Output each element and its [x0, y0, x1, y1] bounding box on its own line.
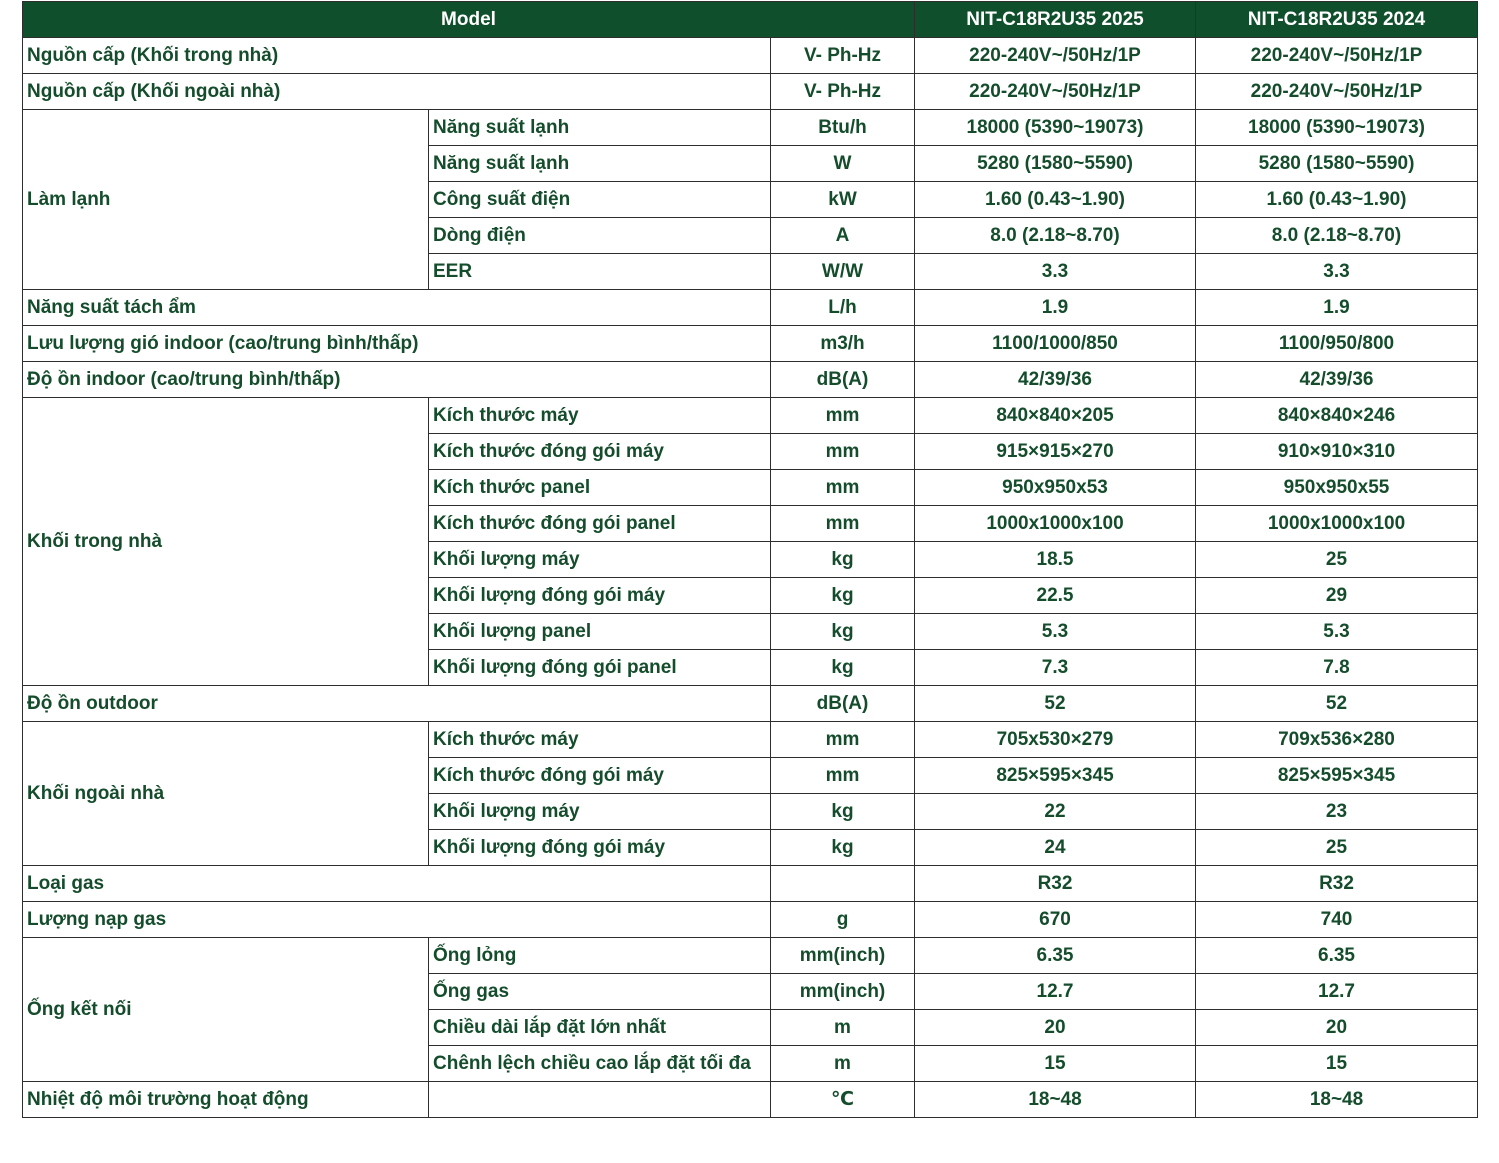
value-2024: 825×595×345 [1196, 758, 1478, 794]
sub-label [429, 1082, 771, 1118]
unit-cell: kg [771, 650, 915, 686]
unit-cell: kg [771, 578, 915, 614]
table-row [23, 866, 1478, 902]
spec-table-container [22, 1, 1477, 1118]
row-label: Nguồn cấp (Khối trong nhà) [23, 38, 771, 74]
value-2024: 950x950x55 [1196, 470, 1478, 506]
unit-cell: mm [771, 722, 915, 758]
table-row [23, 938, 1478, 974]
unit-cell: dB(A) [771, 362, 915, 398]
table-row [23, 902, 1478, 938]
value-2024: R32 [1196, 866, 1478, 902]
value-2024: 23 [1196, 794, 1478, 830]
value-2025: 5.3 [915, 614, 1196, 650]
unit-cell: L/h [771, 290, 915, 326]
value-2024: 18~48 [1196, 1082, 1478, 1118]
value-2024: 1.60 (0.43~1.90) [1196, 182, 1478, 218]
value-2025: 52 [915, 686, 1196, 722]
unit-cell: kg [771, 794, 915, 830]
row-label: Năng suất tách ẩm [23, 290, 771, 326]
group-label: Ống kết nối [23, 938, 429, 1082]
sub-label: Kích thước đóng gói máy [429, 758, 771, 794]
sub-label: Kích thước panel [429, 470, 771, 506]
value-2025: 825×595×345 [915, 758, 1196, 794]
sub-label: Khối lượng máy [429, 794, 771, 830]
unit-cell: Btu/h [771, 110, 915, 146]
table-header-row [23, 2, 1478, 38]
value-2025: 24 [915, 830, 1196, 866]
sub-label: Công suất điện [429, 182, 771, 218]
value-2025: 5280 (1580~5590) [915, 146, 1196, 182]
value-2024: 220-240V~/50Hz/1P [1196, 74, 1478, 110]
unit-cell: m [771, 1046, 915, 1082]
unit-cell: dB(A) [771, 686, 915, 722]
value-2025: 3.3 [915, 254, 1196, 290]
unit-cell: ℃ [771, 1082, 915, 1118]
unit-cell: mm [771, 470, 915, 506]
row-label: Độ ồn indoor (cao/trung bình/thấp) [23, 362, 771, 398]
unit-cell: mm(inch) [771, 938, 915, 974]
unit-cell: kg [771, 830, 915, 866]
table-row [23, 398, 1478, 434]
sub-label: Chênh lệch chiều cao lắp đặt tối đa [429, 1046, 771, 1082]
group-label: Làm lạnh [23, 110, 429, 290]
value-2024: 840×840×246 [1196, 398, 1478, 434]
value-2024: 29 [1196, 578, 1478, 614]
table-row [23, 110, 1478, 146]
value-2024: 740 [1196, 902, 1478, 938]
value-2025: 6.35 [915, 938, 1196, 974]
value-2024: 25 [1196, 830, 1478, 866]
value-2024: 3.3 [1196, 254, 1478, 290]
value-2025: 1100/1000/850 [915, 326, 1196, 362]
value-2024: 42/39/36 [1196, 362, 1478, 398]
unit-cell: V- Ph-Hz [771, 74, 915, 110]
unit-cell: g [771, 902, 915, 938]
unit-cell: kg [771, 542, 915, 578]
value-2024: 1000x1000x100 [1196, 506, 1478, 542]
value-2025: 220-240V~/50Hz/1P [915, 74, 1196, 110]
value-2024: 5.3 [1196, 614, 1478, 650]
value-2025: 42/39/36 [915, 362, 1196, 398]
value-2025: 1.9 [915, 290, 1196, 326]
header-model-2025: NIT-C18R2U35 2025 [915, 2, 1196, 38]
value-2024: 1.9 [1196, 290, 1478, 326]
sub-label: Năng suất lạnh [429, 110, 771, 146]
group-label: Khối ngoài nhà [23, 722, 429, 866]
sub-label: Ống lỏng [429, 938, 771, 974]
unit-cell: mm [771, 434, 915, 470]
value-2024: 18000 (5390~19073) [1196, 110, 1478, 146]
value-2025: 220-240V~/50Hz/1P [915, 38, 1196, 74]
value-2024: 52 [1196, 686, 1478, 722]
value-2024: 7.8 [1196, 650, 1478, 686]
value-2024: 6.35 [1196, 938, 1478, 974]
table-row [23, 686, 1478, 722]
value-2025: 20 [915, 1010, 1196, 1046]
value-2025: 12.7 [915, 974, 1196, 1010]
value-2025: 1000x1000x100 [915, 506, 1196, 542]
header-model-2024: NIT-C18R2U35 2024 [1196, 2, 1478, 38]
value-2025: 1.60 (0.43~1.90) [915, 182, 1196, 218]
table-row [23, 326, 1478, 362]
value-2025: 950x950x53 [915, 470, 1196, 506]
sub-label: Kích thước máy [429, 398, 771, 434]
value-2024: 220-240V~/50Hz/1P [1196, 38, 1478, 74]
sub-label: Khối lượng máy [429, 542, 771, 578]
unit-cell: m3/h [771, 326, 915, 362]
unit-cell: mm [771, 758, 915, 794]
sub-label: Kích thước đóng gói panel [429, 506, 771, 542]
row-label: Lượng nạp gas [23, 902, 771, 938]
value-2025: 18000 (5390~19073) [915, 110, 1196, 146]
value-2024: 8.0 (2.18~8.70) [1196, 218, 1478, 254]
unit-cell: mm [771, 398, 915, 434]
value-2025: 915×915×270 [915, 434, 1196, 470]
sub-label: Khối lượng đóng gói máy [429, 578, 771, 614]
value-2025: 840×840×205 [915, 398, 1196, 434]
row-label: Lưu lượng gió indoor (cao/trung bình/thấp) [23, 326, 771, 362]
sub-label: Khối lượng panel [429, 614, 771, 650]
sub-label: Chiều dài lắp đặt lớn nhất [429, 1010, 771, 1046]
value-2024: 15 [1196, 1046, 1478, 1082]
sub-label: Năng suất lạnh [429, 146, 771, 182]
value-2024: 12.7 [1196, 974, 1478, 1010]
row-label: Độ ồn outdoor [23, 686, 771, 722]
sub-label: Kích thước máy [429, 722, 771, 758]
unit-cell [771, 866, 915, 902]
sub-label: Khối lượng đóng gói panel [429, 650, 771, 686]
value-2025: 670 [915, 902, 1196, 938]
unit-cell: A [771, 218, 915, 254]
unit-cell: W/W [771, 254, 915, 290]
unit-cell: kg [771, 614, 915, 650]
sub-label: Kích thước đóng gói máy [429, 434, 771, 470]
value-2025: 8.0 (2.18~8.70) [915, 218, 1196, 254]
spec-table [22, 1, 1478, 1118]
table-row [23, 362, 1478, 398]
value-2024: 910×910×310 [1196, 434, 1478, 470]
value-2025: 7.3 [915, 650, 1196, 686]
value-2024: 25 [1196, 542, 1478, 578]
sub-label: Khối lượng đóng gói máy [429, 830, 771, 866]
table-row [23, 290, 1478, 326]
sub-label: Ống gas [429, 974, 771, 1010]
unit-cell: m [771, 1010, 915, 1046]
value-2025: 18.5 [915, 542, 1196, 578]
row-label: Nhiệt độ môi trường hoạt động [23, 1082, 429, 1118]
unit-cell: W [771, 146, 915, 182]
value-2024: 1100/950/800 [1196, 326, 1478, 362]
row-label: Nguồn cấp (Khối ngoài nhà) [23, 74, 771, 110]
unit-cell: mm [771, 506, 915, 542]
sub-label: Dòng điện [429, 218, 771, 254]
value-2025: 22.5 [915, 578, 1196, 614]
value-2024: 20 [1196, 1010, 1478, 1046]
unit-cell: kW [771, 182, 915, 218]
table-row [23, 722, 1478, 758]
value-2025: R32 [915, 866, 1196, 902]
value-2024: 709x536×280 [1196, 722, 1478, 758]
unit-cell: mm(inch) [771, 974, 915, 1010]
unit-cell: V- Ph-Hz [771, 38, 915, 74]
row-label: Loại gas [23, 866, 771, 902]
table-row [23, 74, 1478, 110]
value-2025: 18~48 [915, 1082, 1196, 1118]
value-2025: 22 [915, 794, 1196, 830]
value-2025: 15 [915, 1046, 1196, 1082]
table-row [23, 38, 1478, 74]
header-model: Model [23, 2, 915, 38]
sub-label: EER [429, 254, 771, 290]
table-row [23, 1082, 1478, 1118]
value-2025: 705x530×279 [915, 722, 1196, 758]
group-label: Khối trong nhà [23, 398, 429, 686]
value-2024: 5280 (1580~5590) [1196, 146, 1478, 182]
